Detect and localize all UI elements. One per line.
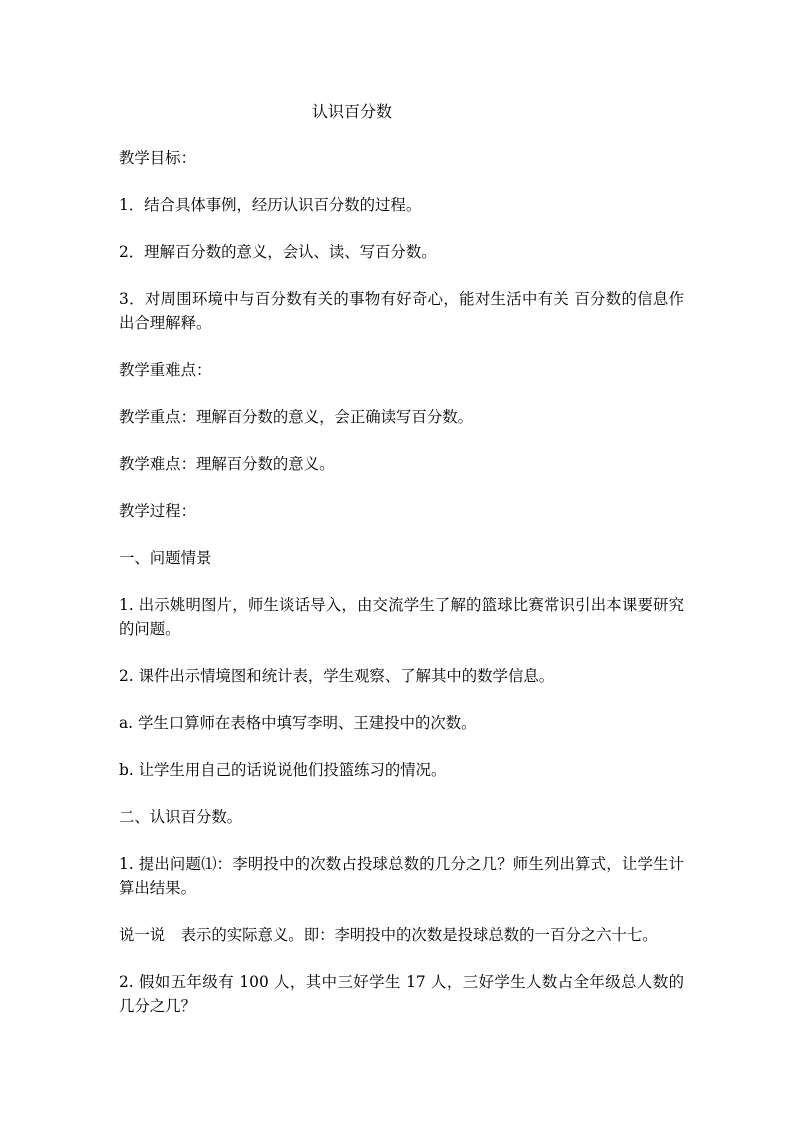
process-step-1: 1. 出示姚明图片，师生谈话导入，由交流学生了解的篮球比赛常识引出本课要研究的问题。: [119, 596, 684, 638]
document-title: 认识百分数: [311, 102, 392, 121]
goal-item-1: 1．结合具体事例，经历认识百分数的过程。: [119, 196, 422, 214]
process-step-2b: b. 让学生用自己的话说说他们投篮练习的情况。: [119, 761, 447, 779]
section-heading-process: 教学过程：: [119, 502, 196, 520]
process-part-2-step-2: 2. 假如五年级有 100 人，其中三好学生 17 人，三好学生人数占全年级总人数的几分之几？: [119, 973, 684, 1015]
process-part-2-heading: 二、认识百分数。: [119, 808, 243, 826]
process-part-1-heading: 一、问题情景: [119, 549, 212, 567]
goal-item-3: 3．对周围环境中与百分数有关的事物有好奇心，能对生活中有关 百分数的信息作出合理解释。: [119, 290, 684, 332]
section-heading-key-points: 教学重难点：: [119, 361, 212, 379]
key-point: 教学重点：理解百分数的意义，会正确读写百分数。: [119, 408, 473, 426]
section-heading-goals: 教学目标：: [119, 149, 196, 167]
difficult-point: 教学难点：理解百分数的意义。: [119, 455, 335, 473]
goal-item-2: 2．理解百分数的意义，会认、读、写百分数。: [119, 243, 437, 261]
process-part-2-step-1: 1. 提出问题⑴：李明投中的次数占投球总数的几分之几？师生列出算式，让学生计算出结果。: [119, 855, 684, 897]
process-step-2: 2. 课件出示情境图和统计表，学生观察、了解其中的数学信息。: [119, 667, 555, 685]
document-body: [119, 146, 684, 1018]
process-step-2a: a. 学生口算师在表格中填写李明、王建投中的次数。: [119, 714, 477, 732]
process-part-2-explain: 说一说 表示的实际意义。即：李明投中的次数是投球总数的一百分之六十七。: [119, 926, 658, 944]
